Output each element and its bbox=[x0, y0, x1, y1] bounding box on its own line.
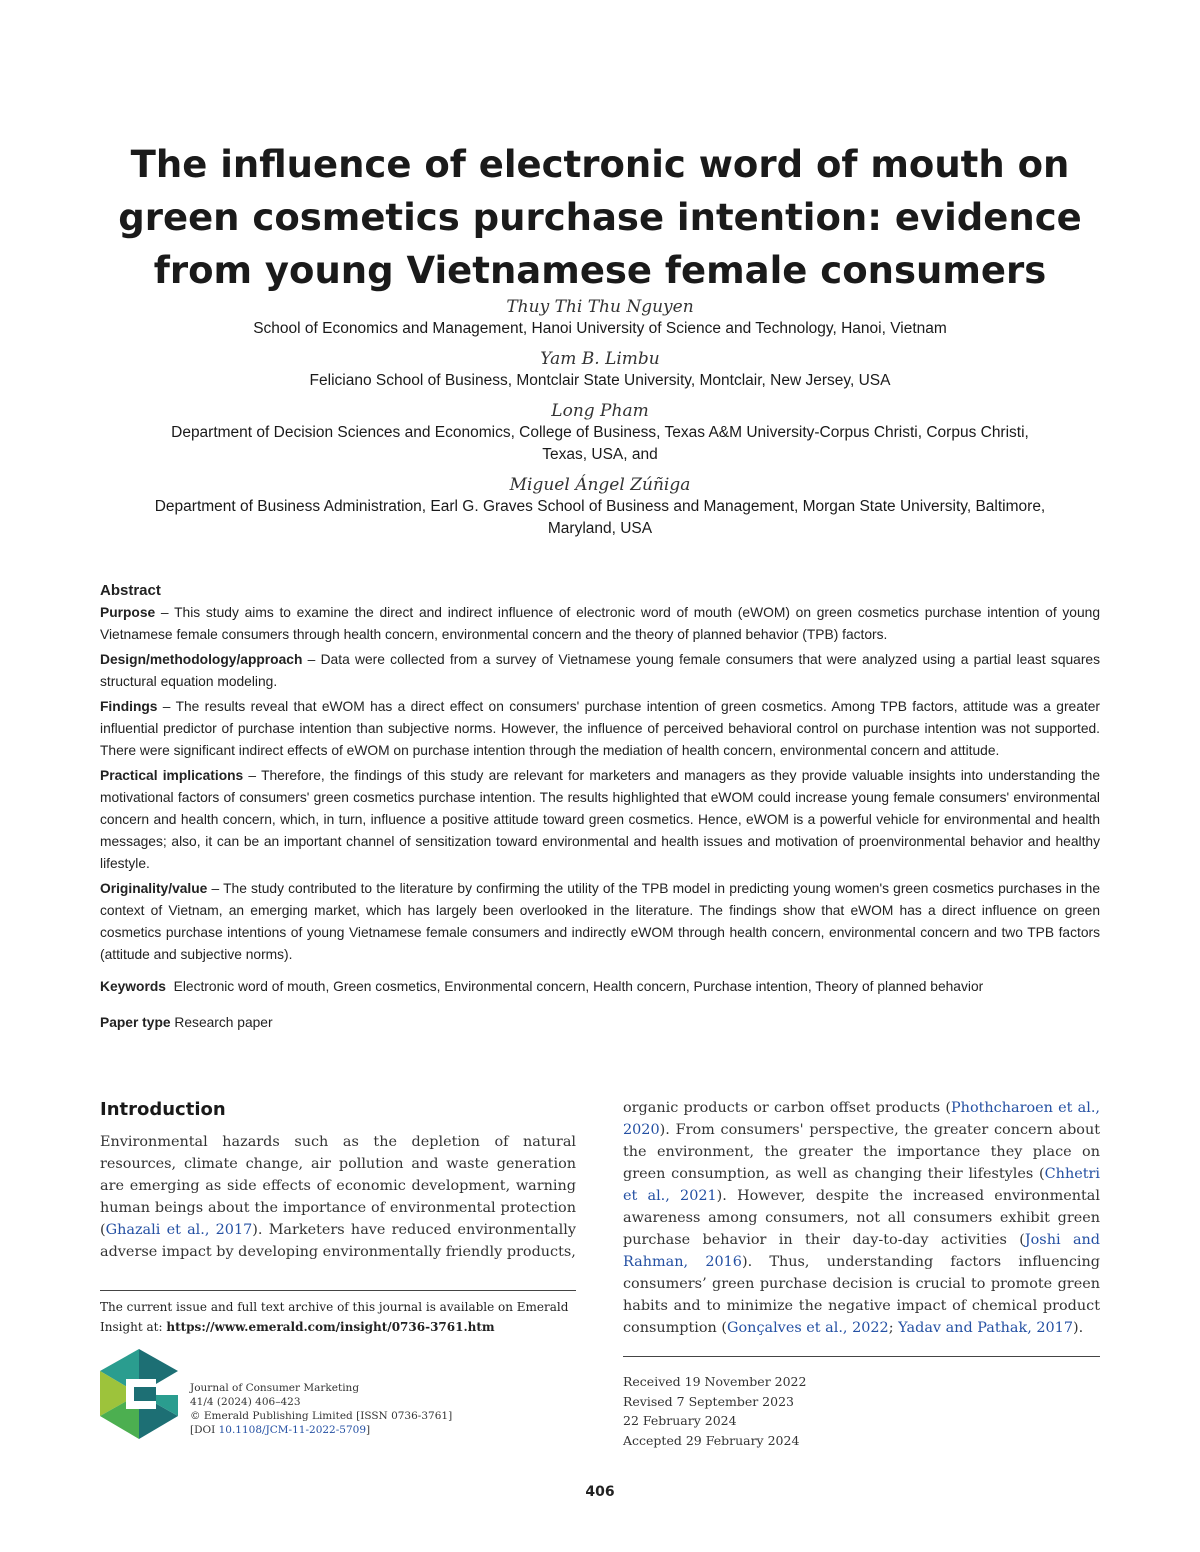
citation-link[interactable]: Yadav and Pathak, 2017 bbox=[898, 1320, 1073, 1336]
abstract-originality: Originality/value – The study contributed to the literature by confirming the utility of the TPB model in predicting young women's green cosmetics purchases in the context of Vietnam, an emerging market, which has largely been overlooked in the literature. The findings show that eWOM has a direct influence on green cosmetics purchase intentions of young Vietnamese female consumers and indirectly eWOM through health concern, environmental concern and two TPB factors (attitude and subjective norms). bbox=[100, 881, 1100, 962]
abstract-practical: Practical implications – Therefore, the findings of this study are relevant for marketers and managers as they provide valuable insights into understanding the motivational factors of consumers' green cosmetics purchase intention. The results highlighted that eWOM could increase young female consumers' environmental concern and health concern, which, in turn, influence a positive attitude toward green cosmetics. Hence, eWOM is a powerful vehicle for environmental and health messages; also, it can be an important channel of sensitization toward environmental and health issues and motivation of proenvironmental behavior and healthy lifestyle. bbox=[100, 768, 1100, 871]
body-text: organic products or carbon offset products ( bbox=[623, 1100, 951, 1116]
author-affiliation: Feliciano School of Business, Montclair State University, Montclair, New Jersey, USA bbox=[309, 372, 891, 389]
abstract-text: This study aims to examine the direct and indirect influence of electronic word of mouth (eWOM) on green cosmetics purchase intention of young Vietnamese female consumers through health concern, environmental concern and the theory of planned behavior (TPB) factors. bbox=[100, 605, 1101, 642]
author-name: Thuy Thi Thu Nguyen bbox=[506, 297, 694, 317]
author-affiliation bbox=[90, 496, 1110, 540]
citation-link[interactable]: Joshi and Rahman, 2016 bbox=[623, 1232, 1100, 1270]
affiliation-line: Department of Business Administration, Earl G. Graves School of Business and Management, Morgan State University, Baltimore, bbox=[154, 498, 1046, 515]
paper-title bbox=[90, 138, 1110, 297]
abstract-label: Purpose bbox=[100, 605, 156, 620]
introduction-left-column bbox=[100, 1131, 576, 1263]
date-revised-2: 22 February 2024 bbox=[623, 1413, 737, 1428]
body-text: ; bbox=[888, 1320, 899, 1336]
archive-url-link[interactable]: https://www.emerald.com/insight/0736-3761.htm bbox=[166, 1320, 495, 1334]
citation-link[interactable]: Gonçalves et al., 2022 bbox=[727, 1320, 889, 1336]
keywords-label: Keywords bbox=[100, 979, 166, 994]
title-line: green cosmetics purchase intention: evidence bbox=[118, 196, 1082, 239]
abstract-label: Design/methodology/approach bbox=[100, 652, 303, 667]
introduction-right-column bbox=[623, 1097, 1100, 1339]
author-block bbox=[90, 296, 1110, 340]
abstract-purpose: Purpose – This study aims to examine the direct and indirect influence of electronic word of mouth (eWOM) on green cosmetics purchase intention of young Vietnamese female consumers through health concern, environmental concern and the theory of planned behavior (TPB) factors. bbox=[100, 605, 1101, 642]
logo-mark bbox=[134, 1387, 156, 1401]
date-received: Received 19 November 2022 bbox=[623, 1374, 807, 1389]
journal-doi: [DOI 10.1108/JCM-11-2022-5709] bbox=[190, 1424, 371, 1436]
footnote-divider bbox=[100, 1290, 576, 1291]
author-affiliation bbox=[90, 422, 1110, 466]
article-dates bbox=[623, 1372, 806, 1450]
date-revised: Revised 7 September 2023 bbox=[623, 1393, 794, 1409]
paper-type-value: Research paper bbox=[174, 1015, 273, 1030]
abstract-text: Data were collected from a survey of Vietnamese young female consumers that were analyzed using a partial least squares structural equation modeling. bbox=[100, 652, 1100, 689]
citation-link[interactable]: Chhetri et al., 2021 bbox=[623, 1166, 1100, 1204]
author-block bbox=[90, 348, 1110, 392]
author-list bbox=[90, 296, 1110, 548]
archive-note bbox=[100, 1297, 576, 1337]
introduction-heading: Introduction bbox=[100, 1099, 226, 1120]
archive-text: The current issue and full text archive of this journal is available on Emerald Insight at: bbox=[100, 1300, 569, 1334]
journal-copyright: © Emerald Publishing Limited [ISSN 0736-3761] bbox=[190, 1410, 453, 1422]
abstract-heading: Abstract bbox=[100, 582, 161, 599]
citation-link[interactable]: Ghazali et al., 2017 bbox=[105, 1222, 253, 1238]
author-block bbox=[90, 474, 1110, 540]
abstract bbox=[100, 580, 1100, 1034]
journal-volume: 41/4 (2024) 406–423 bbox=[190, 1396, 301, 1408]
body-text: ). bbox=[1072, 1320, 1084, 1336]
abstract-label: Practical implications bbox=[100, 768, 244, 783]
title-line: from young Vietnamese female consumers bbox=[153, 249, 1047, 292]
body-text: Environmental hazards such as the depletion of natural resources, climate change, air pollution and waste generation are emerging as side effects of economic development, warning human beings about the importance of environmental protection ( bbox=[100, 1134, 576, 1238]
keywords-list: Electronic word of mouth, Green cosmetics, Environmental concern, Health concern, Purchase intention, Theory of planned behavior bbox=[173, 979, 984, 994]
abstract-text: The study contributed to the literature by confirming the utility of the TPB model in predicting young women's green cosmetics purchases in the context of Vietnam, an emerging market, which has largely been overlooked in the literature. The findings show that eWOM has a direct influence on green cosmetics purchase intentions of young Vietnamese female consumers and indirectly eWOM through health concern, environmental concern and two TPB factors (attitude and subjective norms). bbox=[100, 881, 1100, 962]
abstract-design: Design/methodology/approach – Data were collected from a survey of Vietnamese young female consumers that were analyzed using a partial least squares structural equation modeling. bbox=[100, 652, 1100, 689]
body-text: ). From consumers' perspective, the greater concern about the environment, the greater the importance they place on green consumption, as well as changing their lifestyles ( bbox=[623, 1122, 1100, 1182]
author-name: Long Pham bbox=[551, 401, 649, 421]
abstract-text: The results reveal that eWOM has a direct effect on consumers' purchase intention of green cosmetics. Among TPB factors, attitude was a greater influential predictor of purchase intention than subjective norms. However, the influence of perceived behavioral control on purchase intention was not supported. There were significant indirect effects of eWOM on purchase intention through the mediation of health concern, environmental concern and attitude. bbox=[100, 699, 1100, 758]
journal-info bbox=[190, 1381, 452, 1437]
abstract-text: Therefore, the findings of this study are relevant for marketers and managers as they provide valuable insights into understanding the motivational factors of consumers' green cosmetics purchase intention. The results highlighted that eWOM could increase young female consumers' environmental concern and health concern, which, in turn, influence a positive attitude toward green cosmetics. Hence, eWOM is a powerful vehicle for environmental and health messages; also, it can be an important channel of sensitization toward environmental and health issues and motivation of proenvironmental behavior and healthy lifestyle. bbox=[100, 768, 1100, 871]
author-name: Yam B. Limbu bbox=[540, 349, 660, 369]
page-number: 406 bbox=[585, 1484, 615, 1500]
title-line: The influence of electronic word of mouth on bbox=[130, 143, 1070, 186]
abstract-findings: Findings – The results reveal that eWOM has a direct effect on consumers' purchase intention of green cosmetics. Among TPB factors, attitude was a greater influential predictor of purchase intention than subjective norms. However, the influence of perceived behavioral control on purchase intention was not supported. There were significant indirect effects of eWOM on purchase intention through the mediation of health concern, environmental concern and attitude. bbox=[100, 699, 1100, 758]
abstract-label: Findings bbox=[100, 699, 158, 714]
paper-type bbox=[100, 1012, 1100, 1034]
paper-type-label: Paper type bbox=[100, 1015, 171, 1030]
emerald-logo-icon bbox=[100, 1349, 178, 1439]
affiliation-line: Texas, USA, and bbox=[542, 446, 658, 463]
body-text: ). However, despite the increased environmental awareness among consumers, not all consumers exhibit green purchase behavior in their day-to-day activities ( bbox=[623, 1188, 1100, 1248]
author-name: Miguel Ángel Zúñiga bbox=[509, 475, 691, 495]
affiliation-line: Department of Decision Sciences and Economics, College of Business, Texas A&M University-Corpus Christi, Corpus Christi, bbox=[171, 424, 1029, 441]
abstract-label: Originality/value bbox=[100, 881, 208, 896]
date-accepted: Accepted 29 February 2024 bbox=[623, 1432, 800, 1448]
doi-link[interactable]: 10.1108/JCM-11-2022-5709 bbox=[218, 1424, 367, 1436]
affiliation-line: Maryland, USA bbox=[547, 520, 653, 537]
journal-name: Journal of Consumer Marketing bbox=[190, 1382, 360, 1394]
dates-divider bbox=[623, 1356, 1100, 1357]
keywords bbox=[100, 976, 1100, 998]
body-text: ). Thus, understanding factors influencing consumers’ green purchase decision is crucial to promote green habits and to minimize the negative impact of chemical product consumption ( bbox=[623, 1254, 1100, 1336]
author-affiliation: School of Economics and Management, Hanoi University of Science and Technology, Hanoi, Vietnam bbox=[253, 320, 947, 337]
citation-link[interactable]: Phothcharoen et al., 2020 bbox=[623, 1100, 1101, 1138]
body-text: ). Marketers have reduced environmentally adverse impact by developing environmentally friendly products, bbox=[100, 1222, 576, 1260]
author-block bbox=[90, 400, 1110, 466]
